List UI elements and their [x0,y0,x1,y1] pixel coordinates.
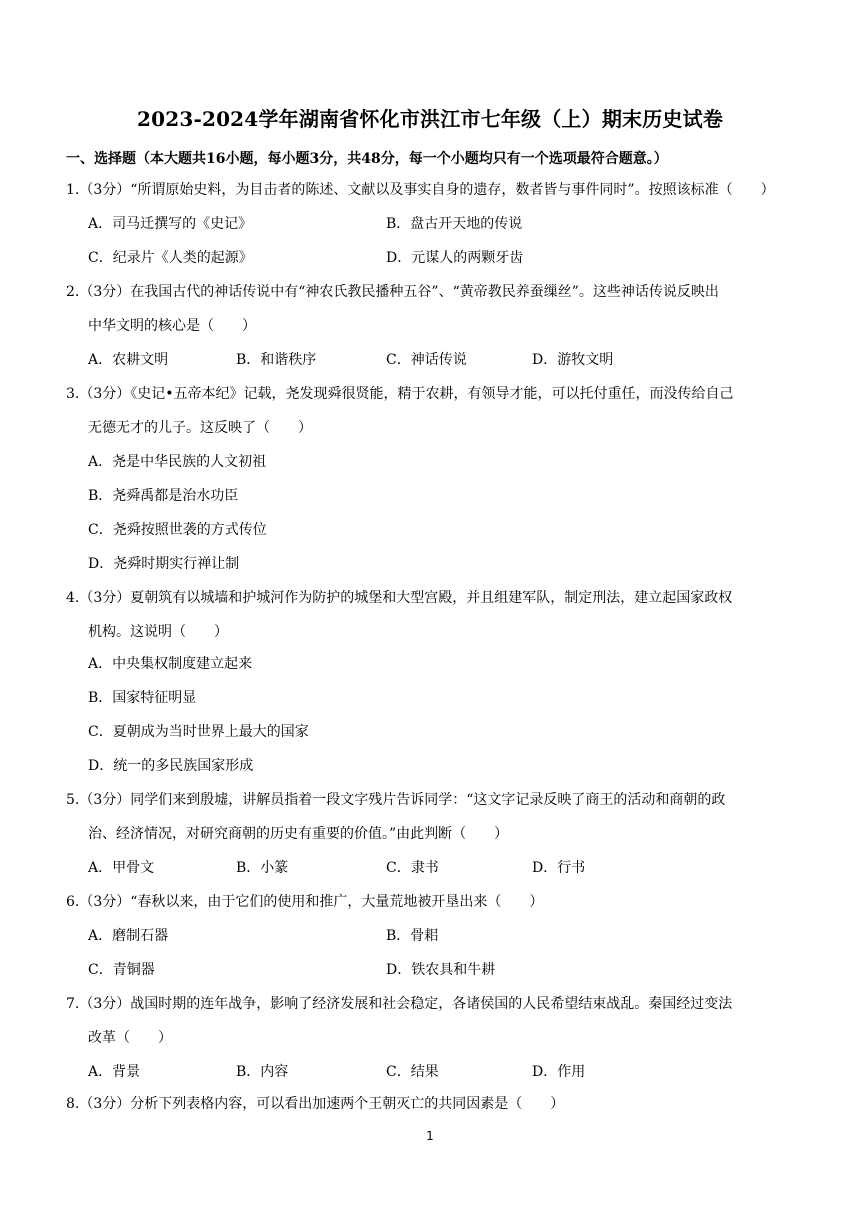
question-4-option-b: B．国家特征明显 [88,690,197,706]
question-5-option-a: A．甲骨文 [88,860,155,876]
question-4-option-c: C．夏朝成为当时世界上最大的国家 [88,724,309,740]
question-3-option-b: B．尧舜禹都是治水功臣 [88,488,239,504]
page-number: 1 [426,1129,434,1143]
question-7-option-c: C．结果 [386,1064,439,1080]
section-heading: 一、选择题（本大题共16小题，每小题3分，共48分，每一个小题均只有一个选项最符合题意。） [66,151,668,167]
question-6-text: 6.（3分）“春秋以来，由于它们的使用和推广，大量荒地被开垦出来（ ） [66,894,544,910]
question-1-option-c: C．纪录片《人类的起源》 [88,250,253,266]
question-5-option-b: B．小篆 [236,860,289,876]
question-7-option-d: D．作用 [532,1064,586,1080]
question-3-option-d: D．尧舜时期实行禅让制 [88,556,240,572]
question-7-text: 7.（3分）战国时期的连年战争，影响了经济发展和社会稳定，各诸侯国的人民希望结束战乱。秦国经过变法 [66,996,733,1012]
question-4-option-d: D．统一的多民族国家形成 [88,758,254,774]
question-4-option-a: A．中央集权制度建立起来 [88,656,253,672]
question-3-text-cont: 无德无才的儿子。这反映了（ ） [88,420,312,436]
question-2-option-c: C．神话传说 [386,352,467,368]
question-2-text: 2.（3分）在我国古代的神话传说中有“神农氏教民播种五谷”、“黄帝教民养蚕缫丝”。这些神话传说反映出 [66,284,719,300]
question-6-option-c: C．青铜器 [88,962,155,978]
question-2-text-cont: 中华文明的核心是（ ） [88,318,256,334]
question-7-option-a: A．背景 [88,1064,141,1080]
question-6-option-d: D．铁农具和牛耕 [386,962,496,978]
question-4-text-cont: 机构。这说明（ ） [88,624,228,640]
question-1-text: 1.（3分）“所谓原始史料，为目击者的陈述、文献以及事实自身的遗存，数者皆与事件同时”。按照该标准（ ） [66,182,775,198]
exam-title: 2023-2024学年湖南省怀化市洪江市七年级（上）期末历史试卷 [136,107,724,131]
question-8-text: 8.（3分）分析下列表格内容，可以看出加速两个王朝灭亡的共同因素是（ ） [66,1096,565,1112]
question-5-option-c: C．隶书 [386,860,439,876]
question-3-text: 3.（3分）《史记•五帝本纪》记载，尧发现舜很贤能，精于农耕，有领导才能，可以托付重任，而没传给自己 [66,386,734,402]
question-7-text-cont: 改革（ ） [88,1030,172,1046]
question-1-option-a: A．司马迁撰写的《史记》 [88,216,253,232]
question-5-option-d: D．行书 [532,860,586,876]
question-6-option-a: A．磨制石器 [88,928,169,944]
question-6-option-b: B．骨耜 [386,928,439,944]
question-5-text: 5.（3分）同学们来到殷墟，讲解员指着一段文字残片告诉同学：“这文字记录反映了商王的活动和商朝的政 [66,792,726,808]
question-3-option-a: A．尧是中华民族的人文初祖 [88,454,267,470]
question-2-option-d: D．游牧文明 [532,352,614,368]
question-7-option-b: B．内容 [236,1064,289,1080]
question-2-option-b: B．和谐秩序 [236,352,317,368]
question-1-option-b: B．盘古开天地的传说 [386,216,523,232]
question-2-option-a: A．农耕文明 [88,352,169,368]
question-5-text-cont: 治、经济情况，对研究商朝的历史有重要的价值。”由此判断（ ） [88,826,509,842]
question-1-option-d: D．元谋人的两颗牙齿 [386,250,524,266]
question-4-text: 4.（3分）夏朝筑有以城墙和护城河作为防护的城堡和大型宫殿，并且组建军队，制定刑法，建立起国家政权 [66,590,733,606]
question-3-option-c: C．尧舜按照世袭的方式传位 [88,522,267,538]
